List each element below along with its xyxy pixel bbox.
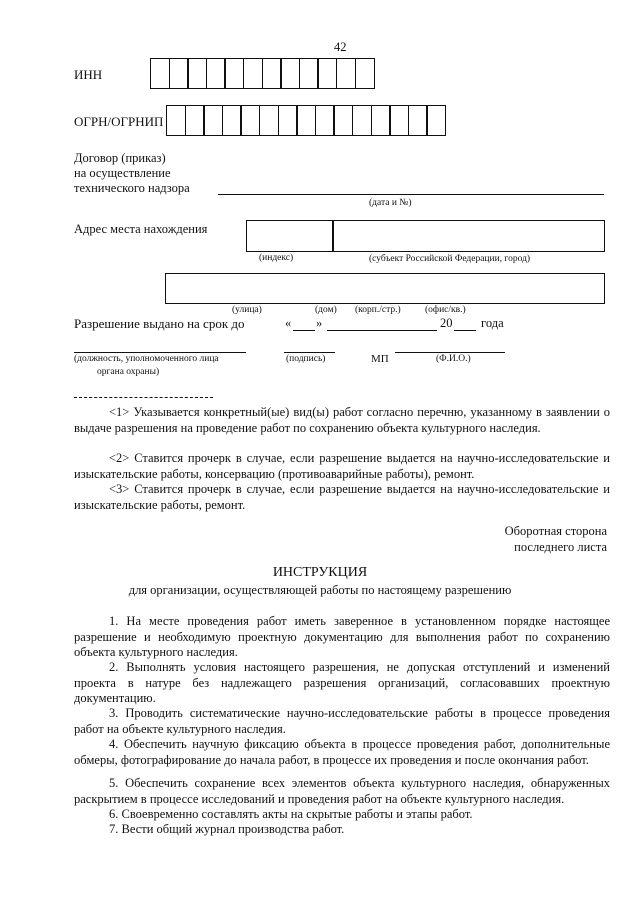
inn-cell[interactable] bbox=[280, 58, 300, 89]
inn-cell[interactable] bbox=[262, 58, 282, 89]
validity-quote-close: » bbox=[316, 316, 323, 330]
inn-label: ИНН bbox=[74, 67, 103, 82]
address-street-field[interactable] bbox=[165, 273, 605, 304]
address-office-caption: (офис/кв.) bbox=[425, 305, 466, 315]
instruction-subtitle: для организации, осуществляющей работы по настоящему разрешению bbox=[128, 583, 512, 597]
ogrn-label: ОГРН/ОГРНИП bbox=[74, 114, 164, 129]
address-subject-field[interactable] bbox=[332, 220, 605, 252]
address-street-caption: (улица) bbox=[232, 305, 262, 315]
inn-cell[interactable] bbox=[224, 58, 244, 89]
inn-cell[interactable] bbox=[206, 58, 226, 89]
footnote-1: <1> Указывается конкретный(ые) вид(ы) работ согласно перечню, указанному в заявлении о выдаче разрешения на проведение работ по сохранению объекта культурного наследия. bbox=[74, 405, 610, 435]
reverse-side-line1: Оборотная сторона bbox=[504, 524, 607, 538]
ogrn-cell[interactable] bbox=[426, 105, 446, 136]
ogrn-cell[interactable] bbox=[315, 105, 335, 136]
instruction-item-4: 4. Обеспечить научную фиксацию объекта в процессе проведения работ, дополнительные обмеры, фотографирование до начала работ, в процессе их проведения и после окончания работ. bbox=[74, 737, 610, 767]
validity-year-line[interactable] bbox=[454, 330, 476, 331]
contract-label-line1: Договор (приказ) bbox=[74, 151, 166, 165]
validity-year-prefix: 20 bbox=[440, 316, 453, 330]
ogrn-cell[interactable] bbox=[296, 105, 316, 136]
address-index-caption: (индекс) bbox=[259, 253, 294, 263]
instruction-item-1: 1. На месте проведения работ иметь заверенное в установленном порядке настоящее разрешение и необходимую проектную документацию для выполнения работ по сохранению объекта культурного наследия. bbox=[74, 614, 610, 660]
page-number: 42 bbox=[334, 40, 347, 54]
contract-label-line3: технического надзора bbox=[74, 181, 190, 195]
signature-caption: (подпись) bbox=[286, 354, 326, 364]
ogrn-cell[interactable] bbox=[278, 105, 298, 136]
footnote-2: <2> Ставится прочерк в случае, если разрешение выдается на научно-исследовательские и изыскательские работы, консервацию (противоаварийные работы), ремонт. bbox=[74, 451, 610, 481]
stamp-label: МП bbox=[371, 353, 389, 365]
ogrn-cell[interactable] bbox=[352, 105, 372, 136]
address-subject-caption: (субъект Российской Федерации, город) bbox=[369, 254, 531, 264]
contract-label-line2: на осуществление bbox=[74, 166, 171, 180]
contract-field-line[interactable] bbox=[218, 194, 604, 195]
inn-cell[interactable] bbox=[299, 58, 319, 89]
instruction-item-3: 3. Проводить систематические научно-исследовательские работы в процессе проведения работ на объекте культурного наследия. bbox=[74, 706, 610, 736]
inn-cell[interactable] bbox=[187, 58, 207, 89]
address-index-field[interactable] bbox=[246, 220, 334, 252]
ogrn-cell[interactable] bbox=[389, 105, 409, 136]
instruction-item-6: 6. Своевременно составлять акты на скрытые работы и этапы работ. bbox=[109, 807, 473, 821]
instruction-item-7: 7. Вести общий журнал производства работ. bbox=[109, 822, 345, 836]
instruction-item-2: 2. Выполнять условия настоящего разрешения, не допуская отступлений и изменений проекта в натуре без надлежащего разрешения организаций, согласовавших проектную документацию. bbox=[74, 660, 610, 706]
ogrn-cell[interactable] bbox=[371, 105, 391, 136]
ogrn-cell[interactable] bbox=[333, 105, 353, 136]
inn-cell[interactable] bbox=[336, 58, 356, 89]
ogrn-cell[interactable] bbox=[259, 105, 279, 136]
instruction-item-5: 5. Обеспечить сохранение всех элементов объекта культурного наследия, обнаруженных раскрытием в процессе исследований и проведения работ на объекте культурного наследия. bbox=[74, 776, 610, 806]
ogrn-cell[interactable] bbox=[203, 105, 223, 136]
address-building-caption: (корп./стр.) bbox=[355, 305, 401, 315]
ogrn-cell[interactable] bbox=[222, 105, 242, 136]
inn-cell[interactable] bbox=[243, 58, 263, 89]
inn-cell[interactable] bbox=[317, 58, 337, 89]
contract-caption: (дата и №) bbox=[369, 198, 412, 208]
inn-cell[interactable] bbox=[150, 58, 170, 89]
validity-quote-open: « bbox=[285, 316, 292, 330]
position-caption-line2: органа охраны) bbox=[97, 367, 160, 377]
position-caption-line1: (должность, уполномоченного лица bbox=[74, 354, 219, 364]
name-line[interactable] bbox=[395, 352, 505, 353]
validity-month-line[interactable] bbox=[327, 330, 437, 331]
address-house-caption: (дом) bbox=[315, 305, 337, 315]
inn-cell[interactable] bbox=[169, 58, 189, 89]
reverse-side-line2: последнего листа bbox=[514, 540, 607, 554]
name-caption: (Ф.И.О.) bbox=[436, 354, 471, 364]
ogrn-cell[interactable] bbox=[185, 105, 205, 136]
footnote-3: <3> Ставится прочерк в случае, если разрешение выдается на научно-исследовательские и изыскательские работы, ремонт. bbox=[74, 482, 610, 512]
footnote-separator bbox=[74, 397, 213, 398]
signature-line[interactable] bbox=[284, 352, 335, 353]
ogrn-cell[interactable] bbox=[166, 105, 186, 136]
position-line[interactable] bbox=[74, 352, 246, 353]
validity-year-word: года bbox=[481, 316, 504, 330]
inn-cell[interactable] bbox=[355, 58, 375, 89]
ogrn-cell[interactable] bbox=[408, 105, 428, 136]
instruction-title: ИНСТРУКЦИЯ bbox=[272, 565, 368, 580]
validity-day-line[interactable] bbox=[293, 330, 315, 331]
address-label: Адрес места нахождения bbox=[74, 222, 208, 236]
ogrn-cell[interactable] bbox=[240, 105, 260, 136]
validity-label: Разрешение выдано на срок до bbox=[74, 316, 245, 331]
